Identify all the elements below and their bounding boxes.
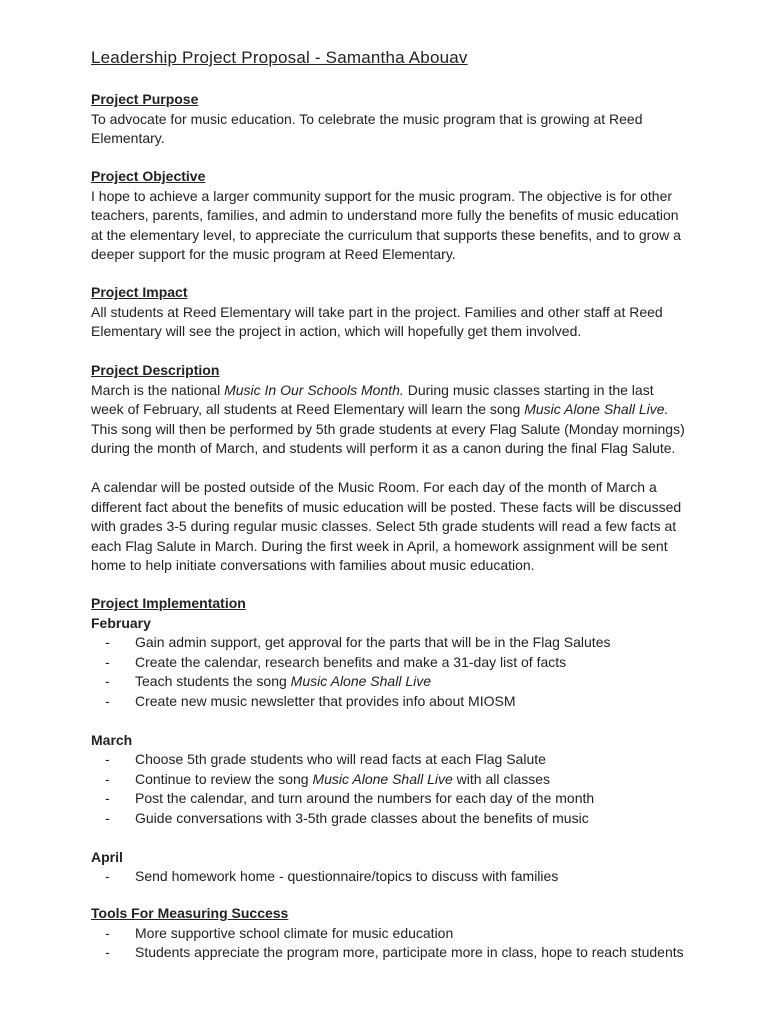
document-title: Leadership Project Proposal - Samantha Abouav — [91, 48, 468, 67]
paragraph-gap — [91, 711, 691, 731]
section-description — [91, 361, 691, 576]
heading-implementation: Project Implementation — [91, 595, 246, 611]
description-p2-line-1: A calendar will be posted outside of the Music Room. For each day of the month of March a — [91, 479, 657, 495]
purpose-line-1: To advocate for music education. To celebrate the music program that is growing at Reed — [91, 110, 643, 127]
purpose-line-2: Elementary. — [91, 130, 165, 146]
list-item: - Guide conversations with 3-5th grade classes about the benefits of music — [91, 809, 691, 829]
dash-marker: - — [105, 809, 110, 826]
impact-line-1: All students at Reed Elementary will take part in the project. Families and other staff at Reed — [91, 303, 663, 320]
objective-line-4: deeper support for the music program at Reed Elementary. — [91, 246, 456, 262]
dash-marker: - — [105, 944, 110, 960]
description-line-3: This song will then be performed by 5th grade students at every Flag Salute (Monday mornings) — [91, 420, 685, 437]
objective-line-2: teachers, parents, families, and admin to understand more fully the benefits of music education — [91, 207, 679, 223]
description-p2-line-2: different fact about the benefits of music education will be posted. These facts will be discussed — [91, 498, 682, 515]
objective-line-3: at the elementary level, to appreciate the curriculum that supports these benefits, and to grow a — [91, 226, 681, 243]
description-line-4: during the month of March, and students will perform it as a canon during the final Flag Salute. — [91, 440, 676, 456]
march-list — [91, 750, 691, 828]
section-impact — [91, 283, 691, 342]
dash-marker: - — [105, 751, 110, 767]
dash-marker: - — [105, 692, 110, 709]
description-p2-line-5: home to help initiate conversations with families about music education. — [91, 557, 535, 573]
dash-marker: - — [105, 673, 110, 689]
list-item: - Create the calendar, research benefits and make a 31-day list of facts — [91, 653, 691, 673]
subheading-february: February — [91, 614, 151, 631]
dash-marker: - — [105, 653, 110, 670]
paragraph-gap — [91, 828, 691, 848]
description-line-1: March is the national Music In Our Schools Month. During music classes starting in the last — [91, 381, 654, 398]
description-p2-line-4: each Flag Salute in March. During the first week in April, a homework assignment will be sent — [91, 537, 668, 554]
dash-marker: - — [105, 868, 110, 884]
dash-marker: - — [105, 790, 110, 806]
dash-marker: - — [105, 770, 110, 787]
paragraph-gap — [91, 459, 691, 479]
heading-description: Project Description — [91, 362, 220, 378]
list-item: - Students appreciate the program more, participate more in class, hope to reach students — [91, 943, 691, 963]
subheading-march: March — [91, 731, 133, 748]
february-list — [91, 633, 691, 711]
list-item: - Post the calendar, and turn around the numbers for each day of the month — [91, 789, 691, 809]
description-line-2: week of February, all students at Reed Elementary will learn the song Music Alone Shall Live. — [91, 401, 669, 417]
list-item: - Teach students the song Music Alone Shall Live — [91, 672, 691, 692]
list-item: - Choose 5th grade students who will read facts at each Flag Salute — [91, 750, 691, 770]
heading-impact: Project Impact — [91, 284, 188, 300]
heading-objective: Project Objective — [91, 168, 206, 184]
section-tools — [91, 904, 691, 963]
section-purpose — [91, 90, 691, 149]
list-item: - More supportive school climate for music education — [91, 924, 691, 944]
impact-line-2: Elementary will see the project in action, which will hopefully get them involved. — [91, 323, 582, 339]
description-p2-line-3: with grades 3-5 during regular music classes. Select 5th grade students will read a few facts at — [91, 518, 677, 534]
dash-marker: - — [105, 924, 110, 941]
section-implementation — [91, 594, 691, 887]
subheading-april: April — [91, 848, 123, 865]
heading-purpose: Project Purpose — [91, 91, 199, 107]
objective-line-1: I hope to achieve a larger community support for the music program. The objective is for other — [91, 187, 673, 204]
dash-marker: - — [105, 634, 110, 650]
april-list — [91, 867, 691, 887]
tools-list — [91, 924, 691, 963]
list-item: - Continue to review the song Music Alone Shall Live with all classes — [91, 770, 691, 790]
list-item: - Gain admin support, get approval for the parts that will be in the Flag Salutes — [91, 633, 691, 653]
heading-tools: Tools For Measuring Success — [91, 905, 289, 921]
section-objective — [91, 167, 691, 265]
list-item: - Create new music newsletter that provides info about MIOSM — [91, 692, 691, 712]
list-item: - Send homework home - questionnaire/topics to discuss with families — [91, 867, 691, 887]
